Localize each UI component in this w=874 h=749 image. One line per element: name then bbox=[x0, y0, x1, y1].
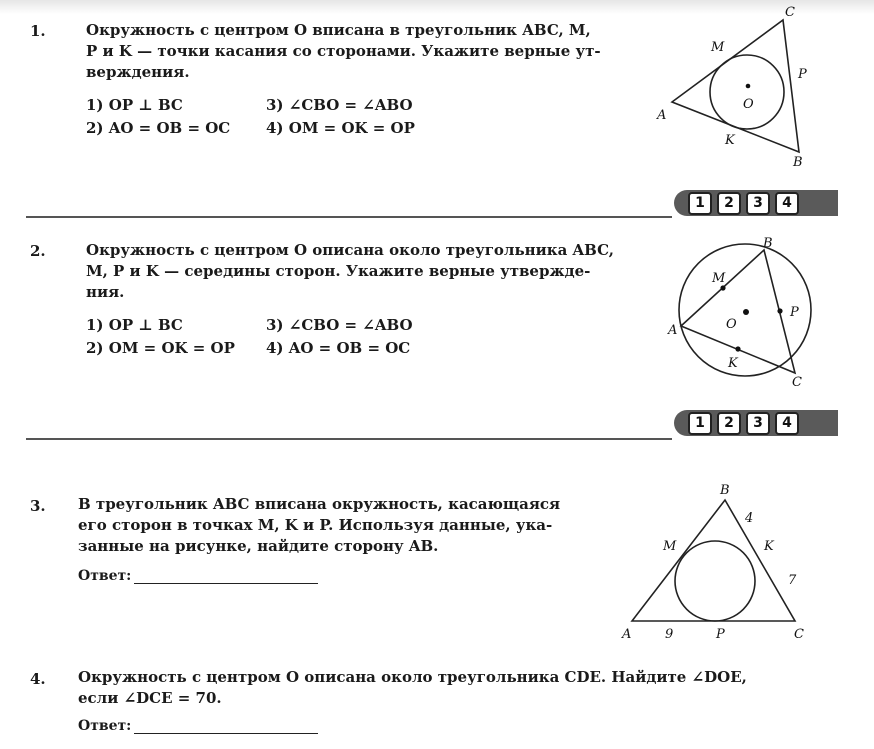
task2-answer-box-3[interactable]: 3 bbox=[746, 412, 770, 435]
task4-answer-label: Ответ: bbox=[78, 718, 132, 734]
task3-label-9: 9 bbox=[665, 627, 674, 642]
task2-label-o: O bbox=[726, 317, 737, 332]
task1-center-point bbox=[746, 84, 751, 89]
task3-line-1: В треугольник ABC вписана окружность, касающаяся bbox=[78, 495, 561, 513]
task1-answer-box-4[interactable]: 4 bbox=[775, 192, 799, 215]
task3-label-7: 7 bbox=[788, 573, 797, 588]
task1-label-o: O bbox=[743, 97, 754, 112]
task2-line-1: Окружность с центром O описана около треугольника ABC, bbox=[86, 241, 615, 259]
task2-figure bbox=[660, 230, 840, 395]
task2-label-k: K bbox=[728, 356, 738, 371]
task2-midpoint-p bbox=[777, 308, 782, 313]
task2-answer-box-4[interactable]: 4 bbox=[775, 412, 799, 435]
task2-label-a: A bbox=[668, 323, 678, 338]
task3-number: 3. bbox=[30, 497, 46, 515]
task2-text bbox=[86, 240, 646, 303]
task2-option-2: 2) OM = OK = OP bbox=[86, 339, 235, 357]
task1-line-1: Окружность с центром O вписана в треугольник ABC, M, bbox=[86, 21, 591, 39]
task2-number: 2. bbox=[30, 242, 46, 260]
task2-divider bbox=[26, 438, 672, 440]
task1-label-m: M bbox=[711, 40, 725, 55]
task1-triangle bbox=[672, 20, 799, 152]
task3-answer-field[interactable] bbox=[134, 583, 318, 584]
task2-label-b: B bbox=[763, 236, 773, 251]
task4-number: 4. bbox=[30, 670, 46, 688]
task2-answer-box-2[interactable]: 2 bbox=[717, 412, 741, 435]
task3-label-a: A bbox=[622, 627, 632, 642]
task1-line-3: верждения. bbox=[86, 63, 190, 81]
task3-answer-label: Ответ: bbox=[78, 568, 132, 584]
task3-figure bbox=[612, 478, 812, 648]
task3-label-c: C bbox=[794, 627, 804, 642]
task2-center-point bbox=[743, 309, 749, 315]
task1-answer-boxes bbox=[674, 190, 838, 216]
task3-line-2: его сторон в точках M, K и P. Используя данные, ука- bbox=[78, 516, 553, 534]
task3-label-b: B bbox=[720, 483, 730, 498]
task1-number: 1. bbox=[30, 22, 46, 40]
task1-answer-box-3[interactable]: 3 bbox=[746, 192, 770, 215]
task2-label-p: P bbox=[790, 305, 799, 320]
task1-incircle bbox=[710, 55, 784, 129]
task1-text bbox=[86, 20, 646, 83]
task1-answer-box-2[interactable]: 2 bbox=[717, 192, 741, 215]
task1-divider bbox=[26, 216, 672, 218]
task1-line-2: P и K — точки касания со сторонами. Укажите верные ут- bbox=[86, 42, 601, 60]
task2-option-1: 1) OP ⊥ BC bbox=[86, 316, 183, 334]
task3-line-3: занные на рисунке, найдите сторону AB. bbox=[78, 537, 439, 555]
task2-midpoint-k bbox=[735, 346, 740, 351]
task1-label-c: C bbox=[785, 5, 795, 20]
task1-label-p: P bbox=[798, 67, 807, 82]
task2-answer-box-1[interactable]: 1 bbox=[688, 412, 712, 435]
task2-midpoint-m bbox=[720, 285, 725, 290]
task3-triangle bbox=[632, 500, 795, 621]
task3-label-p: P bbox=[716, 627, 725, 642]
task4-answer-field[interactable] bbox=[134, 733, 318, 734]
task3-label-m: M bbox=[663, 539, 677, 554]
task2-option-3: 3) ∠CBO = ∠ABO bbox=[266, 316, 413, 334]
task3-label-4: 4 bbox=[745, 511, 754, 526]
task1-option-4: 4) OM = OK = OP bbox=[266, 119, 415, 137]
task1-label-b: B bbox=[793, 155, 803, 170]
task1-label-a: A bbox=[657, 108, 667, 123]
task2-line-2: M, P и K — середины сторон. Укажите верные утвержде- bbox=[86, 262, 591, 280]
task1-option-2: 2) AO = OB = OC bbox=[86, 119, 231, 137]
task2-line-3: ния. bbox=[86, 283, 125, 301]
task3-incircle bbox=[675, 541, 755, 621]
task4-text bbox=[78, 667, 838, 709]
task1-figure bbox=[640, 0, 820, 175]
task3-text bbox=[78, 494, 618, 557]
task3-label-k: K bbox=[764, 539, 774, 554]
task2-label-m: M bbox=[712, 271, 726, 286]
task2-answer-boxes bbox=[674, 410, 838, 436]
task1-option-3: 3) ∠CBO = ∠ABO bbox=[266, 96, 413, 114]
task2-option-4: 4) AO = OB = OC bbox=[266, 339, 411, 357]
task1-answer-box-1[interactable]: 1 bbox=[688, 192, 712, 215]
task1-label-k: K bbox=[725, 133, 735, 148]
task4-line-1: Окружность с центром O описана около треугольника CDE. Найдите ∠DOE, bbox=[78, 668, 747, 686]
task4-line-2: если ∠DCE = 70. bbox=[78, 689, 222, 707]
task2-label-c: C bbox=[792, 375, 802, 390]
task1-option-1: 1) OP ⊥ BC bbox=[86, 96, 183, 114]
